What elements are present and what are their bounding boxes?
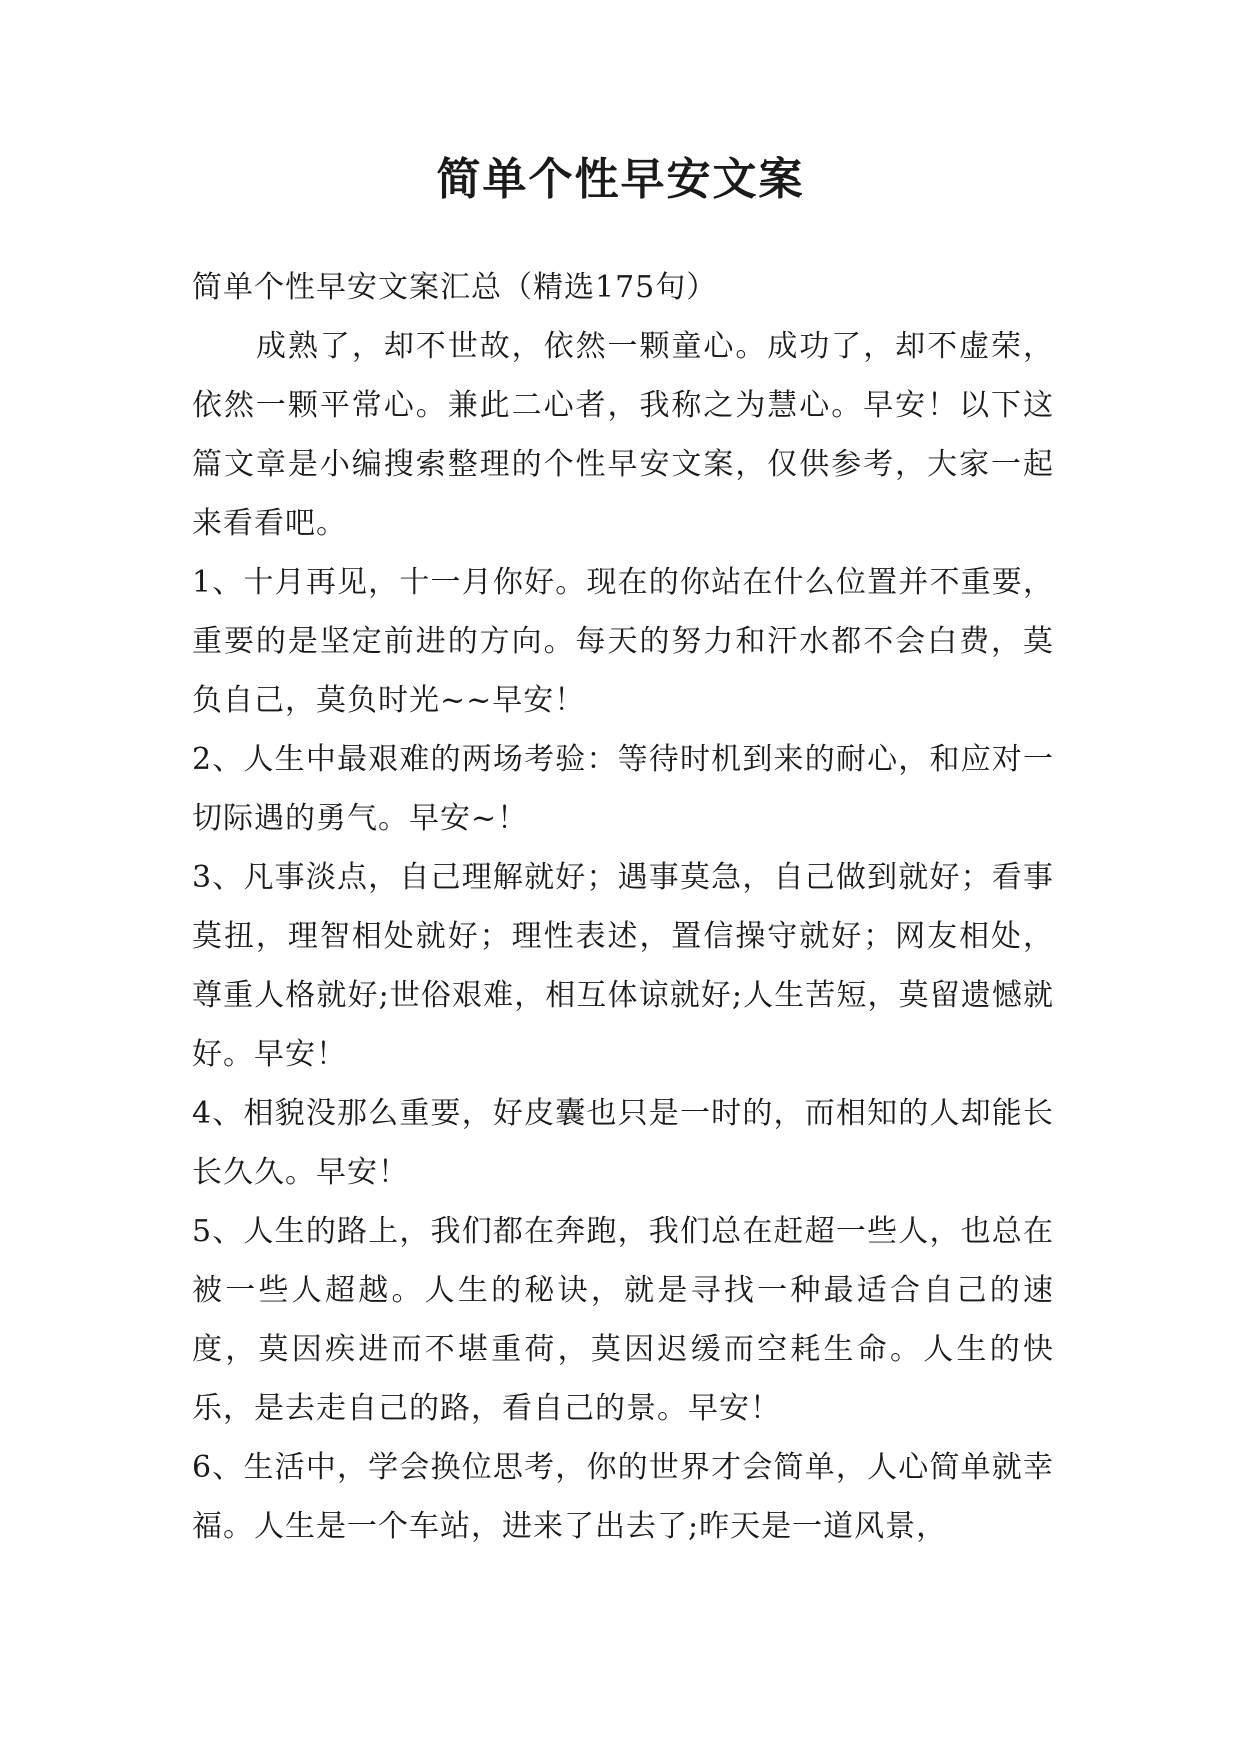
intro-paragraph: 成熟了，却不世故，依然一颗童心。成功了，却不虚荣，依然一颗平常心。兼此二心者，我称之为慧心。早安！以下这篇文章是小编搜索整理的个性早安文案，仅供参考，大家一起来看看吧。 [192, 329, 1054, 541]
list-item: 6、生活中，学会换位思考，你的世界才会简单，人心简单就幸福。人生是一个车站，进来了出去了;昨天是一道风景， [192, 1450, 1054, 1544]
document-title: 简单个性早安文案 [436, 154, 805, 205]
list-item: 2、人生中最艰难的两场考验：等待时机到来的耐心，和应对一切际遇的勇气。早安~！ [192, 742, 1054, 836]
document-subtitle: 简单个性早安文案汇总（精选175句） [192, 270, 718, 305]
list-item: 3、凡事淡点，自己理解就好；遇事莫急，自己做到就好；看事莫扭，理智相处就好；理性表述，置信操守就好；网友相处，尊重人格就好;世俗艰难，相互体谅就好;人生苦短，莫留遗憾就好。早安！ [192, 860, 1054, 1072]
list-item: 1、十月再见，十一月你好。现在的你站在什么位置并不重要，重要的是坚定前进的方向。每天的努力和汗水都不会白费，莫负自己，莫负时光~~早安！ [192, 565, 1054, 718]
document-body [192, 258, 1054, 1556]
list-item: 4、相貌没那么重要，好皮囊也只是一时的，而相知的人却能长长久久。早安！ [192, 1096, 1054, 1190]
list-item: 5、人生的路上，我们都在奔跑，我们总在赶超一些人，也总在被一些人超越。人生的秘诀，就是寻找一种最适合自己的速度，莫因疾进而不堪重荷，莫因迟缓而空耗生命。人生的快乐，是去走自己的路，看自己的景。早安！ [192, 1214, 1054, 1426]
